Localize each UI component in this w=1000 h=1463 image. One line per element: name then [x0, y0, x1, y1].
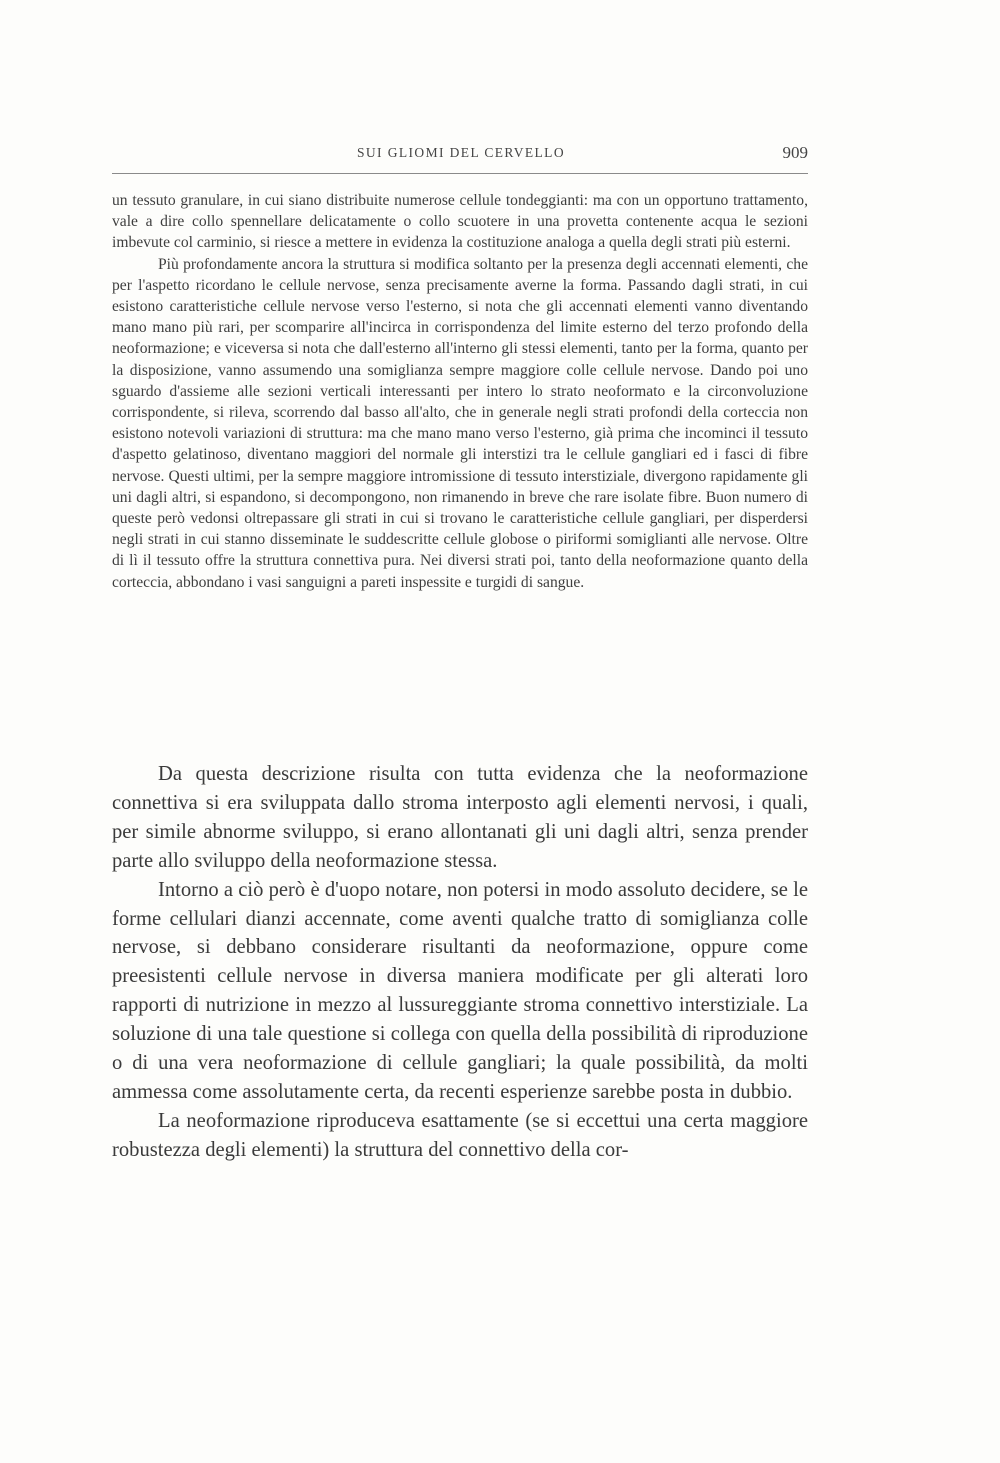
small-paragraph-2: Più profondamente ancora la struttura si modifica soltanto per la presenza degli accennati elementi, che per l'aspetto ricordano le cellule nervose, senza precisamente averne la forma. Passando dagli strati, in cui esistono caratteristiche cellule nervose verso l'esterno, si nota che gli accennati elementi vanno diventando mano mano più rari, per scomparire all'incirca in corrispondenza del limite esterno del terzo profondo della neoformazione; e viceversa si nota che dall'esterno all'interno gli stessi elementi, tanto per la forma, quanto per la disposizione, vanno assumendo una somiglianza sempre maggiore colle cellule nervose. Dando poi uno sguardo d'assieme alle sezioni verticali interessanti per intero lo strato neoformato e la circonvoluzione corrispondente, si rileva, scorrendo dal basso all'alto, che in generale negli strati profondi della corteccia non esistono notevoli variazioni di struttura: ma che mano mano verso l'esterno, già prima che incominci il tessuto d'aspetto gelatinoso, diventano maggiori del normale gli interstizi tra le cellule gangliari ed i fasci di fibre nervose. Questi ultimi, per la sempre maggiore intromissione di tessuto interstiziale, divergono rapidamente gli uni dagli altri, si espandono, si decompongono, non rimanendo in breve che rare isolate fibre. Buon numero di queste però vedonsi oltrepassare gli strati in cui si trovano le caratteristiche cellule gangliari, per disperdersi negli strati in cui stanno disseminate le suddescritte cellule globose o piriformi somiglianti alle nervose. Oltre di lì il tessuto offre la struttura connettiva pura. Nei diversi strati poi, tanto della neoformazione quanto della corteccia, abbondano i vasi sanguigni a pareti inspessite e turgidi di sangue.: [112, 255, 808, 591]
main-paragraph-2: Intorno a ciò però è d'uopo notare, non potersi in modo assoluto decidere, se le forme cellulari dianzi accennate, come aventi qualche tratto di somiglianza colle nervose, si debbano considerare risultanti da neoformazione, oppure come preesistenti cellule nervose in diversa maniera modificate per gli alterati loro rapporti di nutrizione in mezzo al lussureggiante stroma connettivo interstiziale. La soluzione di una tale questione si collega con quella della possibilità di riproduzione o di una vera neoformazione di cellule gangliari; la quale possibilità, da molti ammessa come assolutamente certa, da recenti esperienze sarebbe posta in dubbio.: [112, 878, 808, 1103]
header-rule: [112, 173, 808, 174]
small-paragraph-1: un tessuto granulare, in cui siano distribuite numerose cellule tondeggianti: ma con un opportuno trattamento, vale a dire collo spennellare delicatamente o collo scuotere in una provetta contenente acqua le sezioni imbevute col carminio, si riesce a mettere in evidenza la costituzione analoga a quella degli strati più esterni.: [112, 192, 808, 252]
main-paragraph-1: Da questa descrizione risulta con tutta evidenza che la neoformazione connettiva si era sviluppata dallo stroma interposto agli elementi nervosi, i quali, per simile abnorme sviluppo, si erano allontanati gli uni dagli altri, senza prender parte allo sviluppo della neoformazione stessa.: [112, 763, 808, 872]
page-number: 909: [782, 143, 808, 162]
running-header: [112, 145, 808, 167]
small-print-section: [112, 190, 808, 593]
running-title: SUI GLIOMI DEL CERVELLO: [357, 145, 565, 160]
main-paragraph-3: La neoformazione riproduceva esattamente (se si eccettui una certa maggiore robustezza degli elementi) la struttura del connettivo della cor-: [112, 1109, 808, 1161]
main-text-section: [112, 760, 808, 1165]
